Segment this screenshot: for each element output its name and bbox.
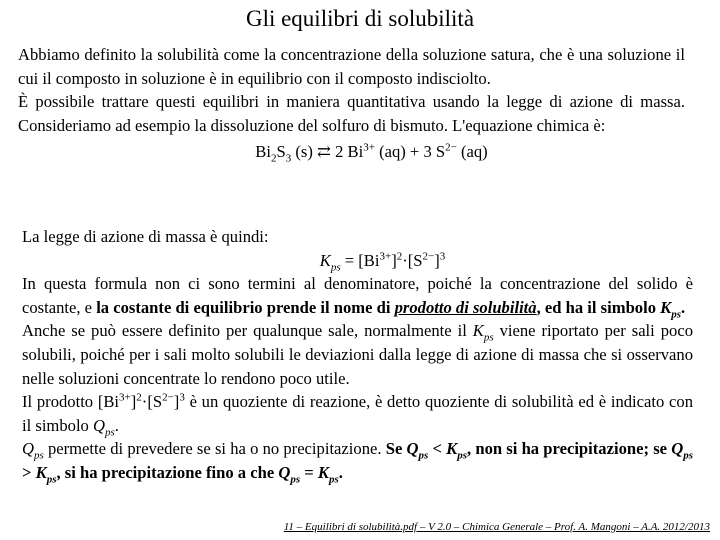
p6-s-charge: 2− — [162, 391, 174, 404]
p6-exp3: 3 — [179, 391, 185, 404]
kps-sub: ps — [330, 260, 341, 273]
p7-k2: K — [35, 462, 47, 482]
page-footer: 11 – Equilibri di solubilità.pdf – V 2.0 – Chimica Generale – Prof. A. Mangoni – A.A. 2012/2013 — [283, 521, 710, 533]
kps-exp2: 2 — [396, 250, 403, 263]
p7-q4-sub: ps — [290, 473, 301, 486]
eq-s: S — [276, 142, 286, 162]
p7-q3-sub: ps — [683, 449, 693, 462]
eq-phase-aq2: (aq) — [456, 142, 488, 162]
p7-q1-sub: ps — [33, 449, 44, 462]
p7-b2: < — [428, 439, 447, 459]
p7-k1-sub: ps — [457, 449, 467, 462]
p7-b7: . — [338, 462, 343, 482]
equation-kps — [22, 249, 693, 273]
paragraph-law: La legge di azione di massa è quindi: — [22, 227, 269, 246]
p7-b6: = — [300, 462, 318, 482]
p7-q2-sub: ps — [418, 449, 429, 462]
p6-bi-charge: 3+ — [119, 391, 131, 404]
p6-exp2: 2 — [136, 391, 142, 404]
eq-bi-ion: 2 Bi — [330, 142, 364, 162]
p7-q3: Q — [671, 439, 684, 459]
p4-end: . — [681, 297, 686, 317]
equation-dissolution — [18, 140, 685, 164]
paragraph-prediction — [22, 437, 693, 484]
p4-term: prodotto di solubilità — [394, 297, 537, 317]
p6-q: Q — [93, 415, 105, 435]
eq-s-sub: 3 — [285, 152, 292, 165]
p5-k-sub: ps — [483, 331, 494, 344]
eq-bi: Bi — [255, 142, 271, 162]
kps-part3: ·[S — [402, 250, 423, 270]
p6-part1: Il prodotto [Bi — [22, 392, 120, 412]
eq-phase-solid: (s) — [291, 142, 318, 162]
p7-b1: Se — [385, 439, 407, 459]
p7-part1: permette di prevedere se si ha o no precipitazione. — [43, 439, 386, 459]
p7-b5: , si ha precipitazione fino a che — [56, 462, 279, 482]
p6-part3: ·[S — [141, 392, 163, 412]
p7-k2-sub: ps — [46, 473, 57, 486]
intro-block — [18, 43, 685, 164]
p6-part2: ] — [130, 392, 137, 412]
main-block — [22, 225, 693, 485]
page-title: Gli equilibri di solubilità — [245, 6, 475, 31]
p7-b3: , non si ha precipitazione; se — [467, 439, 672, 459]
p4-bold1: la costante di equilibrio prende il nome di — [96, 297, 395, 317]
eq-bi-sub: 2 — [270, 152, 277, 165]
eq-phase-aq1: (aq) + 3 S — [374, 142, 446, 162]
p7-k3: K — [317, 462, 329, 482]
equilibrium-arrow-icon: ⇄ — [317, 142, 331, 162]
p6-end: . — [114, 415, 119, 435]
p6-part4: ] — [173, 392, 180, 412]
p4-k: K — [660, 297, 672, 317]
p4-bold2: , ed ha il simbolo — [536, 297, 661, 317]
p7-k3-sub: ps — [328, 473, 339, 486]
p7-b4: > — [22, 462, 36, 482]
p6-q-sub: ps — [104, 426, 115, 439]
p4-plain: In questa formula non ci sono termini al denominatore, poiché la concentrazione del solido è costante, e — [22, 274, 693, 317]
kps-part1: = [Bi — [340, 250, 380, 270]
p5-k: K — [472, 321, 484, 341]
p5-part1: Anche se può essere definito per qualunque sale, normalmente il — [22, 321, 473, 341]
eq-s-charge: 2− — [445, 141, 457, 154]
paragraph-usage — [22, 319, 693, 390]
kps-part2: ] — [391, 250, 397, 270]
kps-exp3: 3 — [439, 250, 446, 263]
p5-part2: viene riportato per sali poco solubili, poiché per i sali molto solubili le deviazioni dalla legge di azione di massa che si osservano nelle soluzioni concentrate lo rendono poco utile. — [22, 321, 693, 388]
paragraph-quotient — [22, 390, 693, 437]
paragraph-product-definition — [22, 272, 693, 319]
p7-q1: Q — [22, 439, 34, 459]
paragraph-definition: Abbiamo definito la solubilità come la concentrazione della soluzione satura, che è una soluzione il cui il composto in soluzione è in equilibrio con il composto indisciolto. — [18, 45, 685, 88]
paragraph-mass-action: È possibile trattare questi equilibri in maniera quantitativa usando la legge di azione di massa. Consideriamo ad esempio la dissoluzione del solfuro di bismuto. L'equazione chimica è: — [18, 92, 685, 135]
kps-s-charge: 2− — [422, 250, 435, 263]
p7-k1: K — [446, 439, 458, 459]
eq-bi-charge: 3+ — [363, 141, 375, 154]
kps-bi-charge: 3+ — [379, 250, 392, 263]
p6-part5: è un quoziente di reazione, è detto quoziente di solubilità ed è indicato con il simbolo — [22, 392, 693, 435]
kps-part4: ] — [434, 250, 440, 270]
p7-q4: Q — [278, 462, 291, 482]
p4-k-sub: ps — [671, 308, 682, 321]
p7-q2: Q — [406, 439, 419, 459]
kps-k: K — [319, 250, 331, 270]
